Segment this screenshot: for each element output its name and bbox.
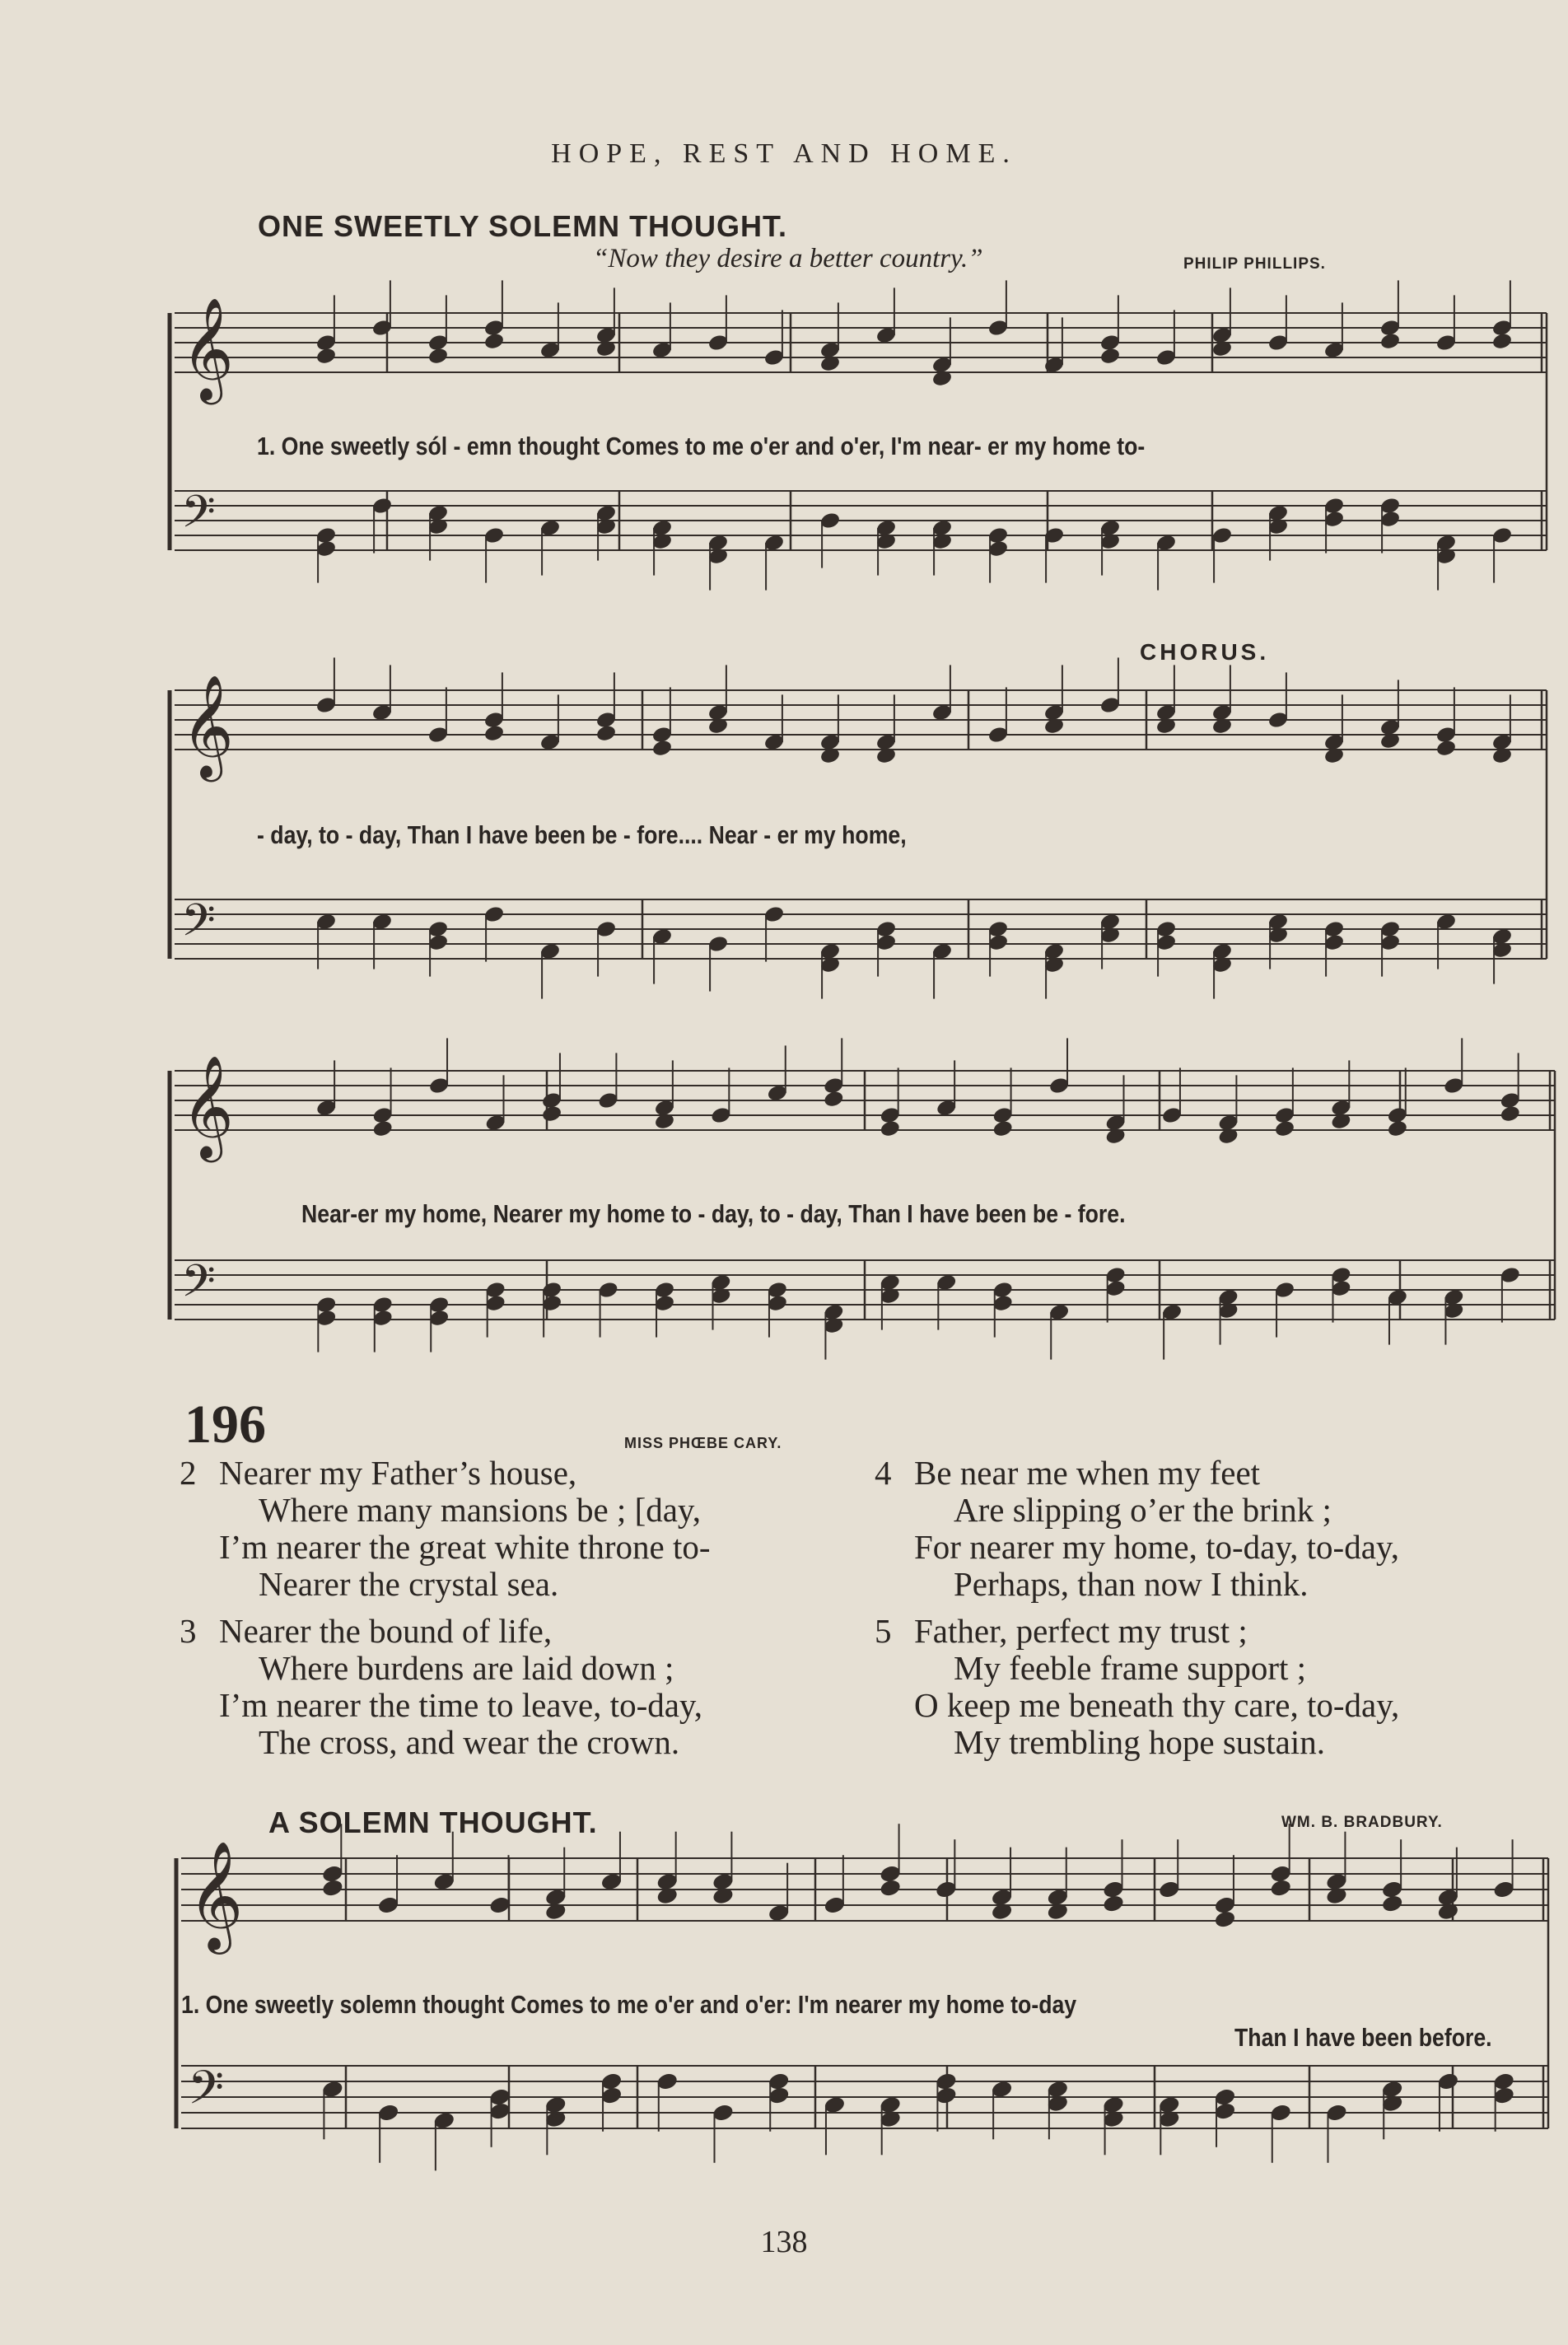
note-head — [1379, 332, 1402, 351]
composer-credit: PHILIP PHILLIPS. — [1183, 255, 1326, 273]
verse-line: The cross, and wear the crown. — [259, 1723, 680, 1761]
verses-left-column — [180, 1455, 711, 1761]
bass-clef: 𝄢 — [181, 1256, 216, 1318]
note-head — [1491, 332, 1514, 351]
verse-number: 5 — [875, 1612, 892, 1650]
note-head — [483, 724, 506, 743]
note-head — [823, 1090, 845, 1109]
note-head — [595, 724, 618, 743]
hymn-title: ONE SWEETLY SOLEMN THOUGHT. — [258, 209, 788, 243]
music-system — [170, 1055, 1555, 1320]
note-head — [1099, 347, 1122, 366]
bass-clef: 𝄢 — [181, 895, 216, 957]
epigraph: “Now they desire a better country.” — [593, 244, 983, 273]
music-system — [170, 297, 1547, 550]
verse-number: 4 — [875, 1454, 892, 1492]
verse-line: O keep me beneath thy care, to-day, — [914, 1686, 1400, 1724]
verse-4 — [875, 1455, 1399, 1603]
verse-line: Perhaps, than now I think. — [954, 1565, 1309, 1603]
note-head — [1102, 1894, 1125, 1913]
note-head — [427, 347, 450, 366]
chorus-label: CHORUS. — [1140, 639, 1270, 665]
verse-5 — [875, 1613, 1399, 1761]
note-head — [1214, 1909, 1237, 1929]
bass-clef: 𝄢 — [188, 2062, 224, 2127]
note-head — [651, 739, 674, 758]
poet-credit: MISS PHŒBE CARY. — [624, 1435, 782, 1451]
note-head — [1500, 1105, 1522, 1123]
treble-clef: 𝄞 — [181, 675, 234, 778]
note-head — [541, 1105, 563, 1123]
lyrics-hymn2-line-2: Than I have been before. — [1234, 2023, 1492, 2052]
verse-line: Where many mansions be ; [day, — [259, 1491, 702, 1529]
verses-right-column — [875, 1455, 1399, 1761]
verse-line: I’m nearer the great white throne to- — [219, 1528, 711, 1566]
lyrics-row-2: - day, to - day, Than I have been be - fore.... Near - er my home, — [257, 820, 907, 849]
lyrics-hymn2-line-1: 1. One sweetly solemn thought Comes to me o'er and o'er: I'm nearer my home to-day — [181, 1990, 1077, 2019]
note-head — [315, 347, 338, 366]
note-head — [879, 1878, 902, 1898]
verse-line: For nearer my home, to-day, to-day, — [914, 1528, 1399, 1566]
note-head — [1435, 739, 1458, 758]
note-head — [371, 1119, 394, 1138]
verse-3 — [180, 1613, 711, 1761]
bass-clef: 𝄢 — [181, 487, 216, 549]
note-head — [483, 332, 506, 351]
verse-line: Are slipping o’er the brink ; — [954, 1491, 1332, 1529]
verse-line: Where burdens are laid down ; — [259, 1649, 674, 1687]
note-head — [321, 1878, 344, 1898]
note-head — [880, 1119, 902, 1138]
verse-line: I’m nearer the time to leave, to-day, — [219, 1686, 703, 1724]
lyrics-row-1: 1. One sweetly sól - emn thought Comes to me o'er and o'er, I'm near- er my home to- — [257, 432, 1146, 460]
verse-line: Be near me when my feet — [914, 1454, 1261, 1492]
verse-line: Nearer the bound of life, — [219, 1612, 553, 1650]
verse-line: Nearer my Father’s house, — [219, 1454, 577, 1492]
treble-clef: 𝄞 — [181, 1055, 234, 1158]
lyrics-row-3: Near-er my home, Nearer my home to - day, to - day, Than I have been be - fore. — [301, 1199, 1126, 1228]
verse-line: Nearer the crystal sea. — [259, 1565, 559, 1603]
composer-credit-2: WM. B. BRADBURY. — [1281, 1814, 1443, 1831]
treble-clef: 𝄞 — [188, 1840, 244, 1950]
note-head — [992, 1119, 1014, 1138]
verse-number: 2 — [180, 1454, 197, 1492]
hymn-title-2: A SOLEMN THOUGHT. — [268, 1805, 598, 1839]
verse-line: My trembling hope sustain. — [954, 1723, 1325, 1761]
hymn-number: 196 — [184, 1394, 266, 1455]
verse-line: Father, perfect my trust ; — [914, 1612, 1248, 1650]
page-number: 138 — [760, 2225, 808, 2259]
verse-2 — [180, 1455, 711, 1603]
note-head — [1269, 1878, 1292, 1898]
note-head — [1381, 1894, 1404, 1913]
note-head — [1274, 1119, 1296, 1138]
note-head — [1387, 1119, 1409, 1138]
treble-clef: 𝄞 — [181, 297, 234, 400]
verse-number: 3 — [180, 1612, 197, 1650]
verse-line: My feeble frame support ; — [954, 1649, 1307, 1687]
running-head: HOPE, REST AND HOME. — [551, 138, 1017, 169]
